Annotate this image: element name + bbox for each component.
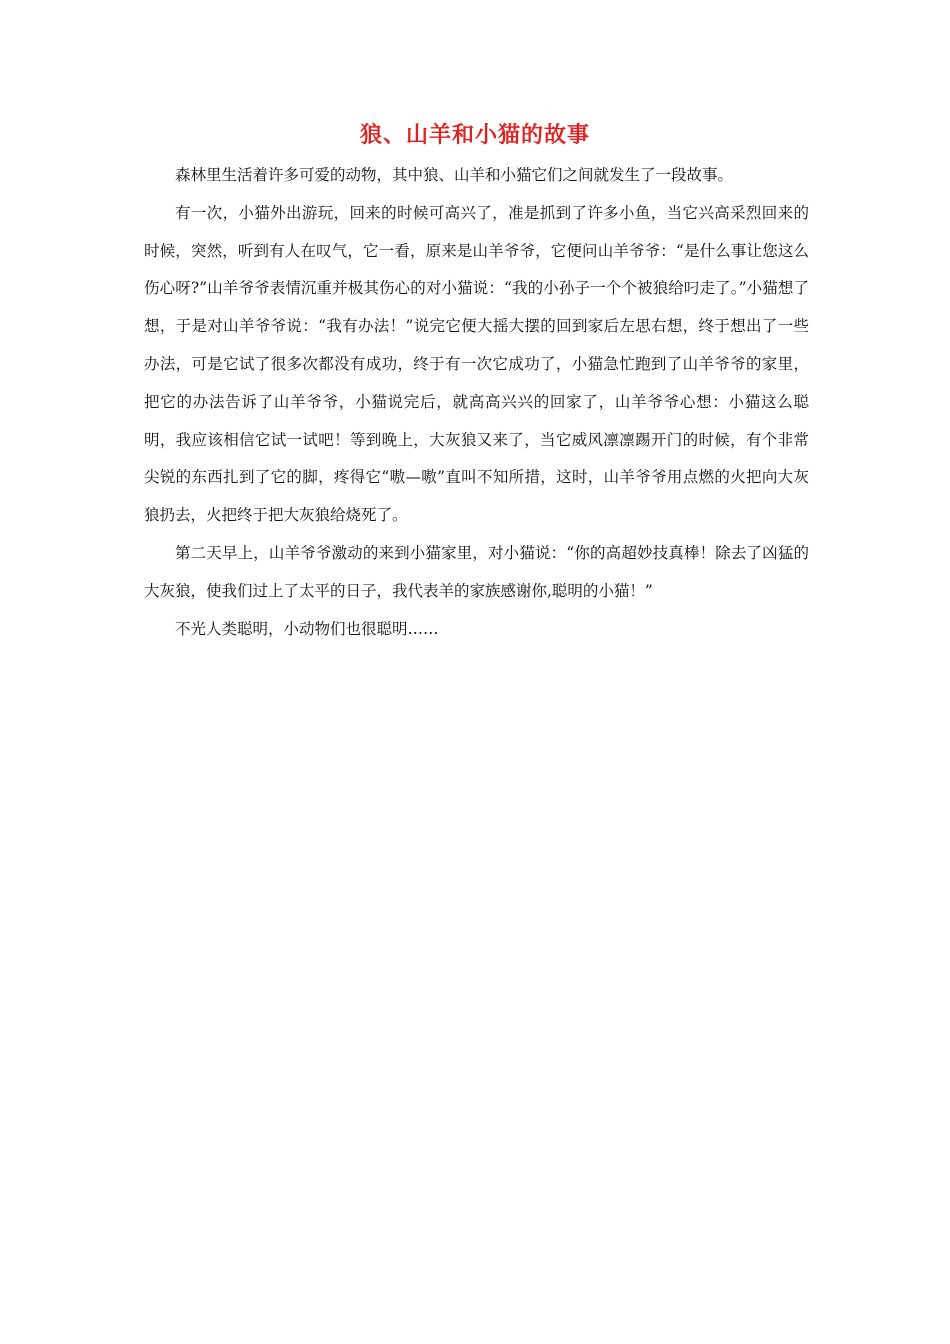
paragraph-conclusion: 不光人类聪明，小动物们也很聪明…… <box>175 619 439 638</box>
paragraph-next-morning: 第二天早上，山羊爷爷激动的来到小猫家里，对小猫说：“你的高超妙技真棒！除去了凶猛的大灰狼，使我们过上了太平的日子，我代表羊的家族感谢你,聪明的小猫！” <box>144 543 809 600</box>
document-title: 狼、山羊和小猫的故事 <box>359 122 590 148</box>
paragraph-intro: 森林里生活着许多可爱的动物，其中狼、山羊和小猫它们之间就发生了一段故事。 <box>175 166 734 184</box>
document-body <box>144 157 809 648</box>
paragraph-story: 有一次，小猫外出游玩，回来的时候可高兴了，准是抓到了许多小鱼，当它兴高采烈回来的时候，突然，听到有人在叹气，它一看，原来是山羊爷爷，它便问山羊爷爷：“是什么事让您这么伤心呀?”山羊爷爷表情沉重并极其伤心的对小猫说：“我的小孙子一个个被狼给叼走了。”小猫想了想，于是对山羊爷爷说：“我有办法！”说完它便大摇大摆的回到家后左思右想，终于想出了一些办法，可是它试了很多次都没有成功，终于有一次它成功了，小猫急忙跑到了山羊爷爷的家里，把它的办法告诉了山羊爷爷，小猫说完后，就高高兴兴的回家了，山羊爷爷心想：小猫这么聪明，我应该相信它试一试吧！等到晚上，大灰狼又来了，当它威风凛凛踢开门的时候，有个非常尖锐的东西扎到了它的脚，疼得它“嗷—嗷”直叫不知所措，这时，山羊爷爷用点燃的火把向大灰狼扔去，火把终于把大灰狼给烧死了。 <box>144 203 809 525</box>
